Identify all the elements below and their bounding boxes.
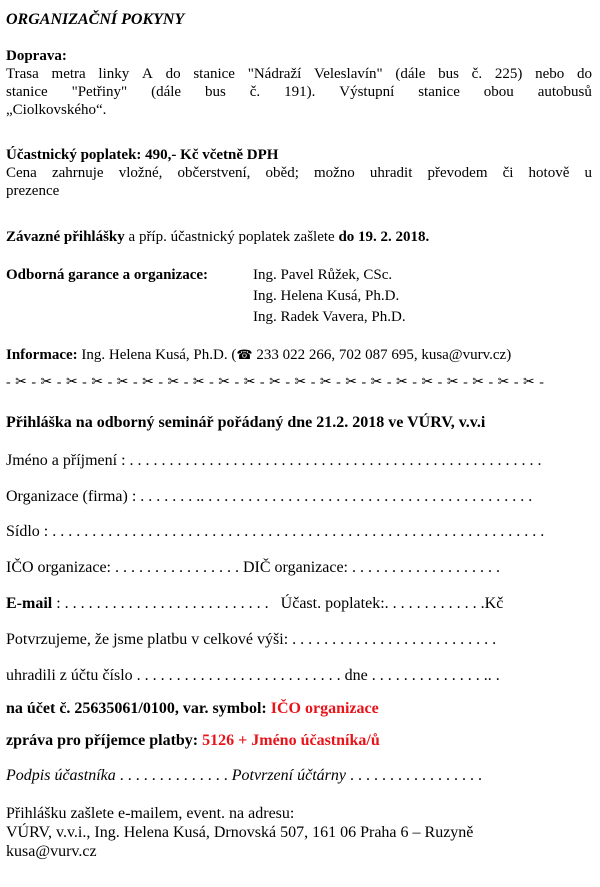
doprava-line-1-word: Veleslavín" <box>314 66 383 82</box>
form-heading: Přihláška na odborný seminář pořádaný dne 21.2. 2018 ve VÚRV, v.v.i <box>6 414 486 431</box>
ico-dic-row <box>6 558 592 578</box>
garance-person-2: Ing. Helena Kusá, Ph.D. <box>253 288 400 304</box>
poplatek-line-1-word: zahrnuje <box>51 165 104 181</box>
telephone-icon: ☎ <box>236 347 253 362</box>
doprava-heading: Doprava: <box>6 48 67 64</box>
doprava-line-3: „Ciolkovského“. <box>6 102 107 118</box>
ico-dots: . . . . . . . . . . . . . . . . <box>111 559 243 576</box>
garance-person-3: Ing. Radek Vavera, Ph.D. <box>253 309 406 325</box>
podpis-label: Podpis účastníka <box>6 767 116 784</box>
ucast-label: Účast. poplatek: <box>280 595 385 612</box>
doprava-line-1 <box>6 65 592 83</box>
poplatek-line-1 <box>6 164 592 182</box>
garance-row-2 <box>6 287 399 305</box>
prihlasky-line <box>6 228 592 246</box>
doprava-line-2 <box>6 83 592 101</box>
doprava-section <box>6 47 592 119</box>
doprava-line-2-word: č. <box>249 84 261 100</box>
doprava-line-1-word: (dále <box>395 66 426 82</box>
email-row <box>6 594 592 614</box>
footer-line-2: VÚRV, v.v.i., Ing. Helena Kusá, Drnovská 507, 161 06 Praha 6 – Ruzyně <box>6 824 474 841</box>
poplatek-line-1-word: vložné, <box>118 165 163 181</box>
footer-line-1: Přihlášku zašlete e-mailem, event. na adresu: <box>6 805 295 822</box>
ucet-text: na účet č. 25635061/0100, var. symbol: <box>6 700 271 717</box>
doprava-line-2-word: autobusů <box>537 84 592 100</box>
informace-contact: 233 022 266, 702 087 695, kusa@vurv.cz) <box>252 347 512 363</box>
poplatek-line-1-word: Cena <box>6 165 37 181</box>
poplatek-line-1-word: možno <box>313 165 355 181</box>
podpis-row <box>6 766 592 786</box>
prihlasky-bold: Závazné přihlášky <box>6 229 125 245</box>
doprava-line-2-word: Výstupní <box>339 84 395 100</box>
doprava-line-1-word: Trasa <box>6 66 39 82</box>
scissors-divider: - ✂ - ✂ - ✂ - ✂ - ✂ - ✂ - ✂ - ✂ - ✂ - ✂ - ✂ - ✂ - ✂ - ✂ - ✂ - ✂ - ✂ - ✂ - ✂ - ✂ - ✂ - <box>6 375 545 390</box>
ico-label: IČO organizace: <box>6 559 111 576</box>
potvrzujeme-field: Potvrzujeme, že jsme platbu v celkové výši: . . . . . . . . . . . . . . . . . . . . . . . . . . <box>6 631 497 648</box>
poplatek-heading: Účastnický poplatek: 490,- Kč včetně DPH <box>6 147 279 163</box>
poplatek-line-1-word: převodem <box>427 165 488 181</box>
poplatek-line-1-word: uhradit <box>369 165 413 181</box>
poplatek-section <box>6 146 592 200</box>
doprava-line-1-word: nebo <box>535 66 565 82</box>
doprava-line-1-word: do <box>576 66 592 82</box>
poplatek-line-1-word: občerstvení, <box>177 165 251 181</box>
sidlo-field: Sídlo : . . . . . . . . . . . . . . . . . . . . . . . . . . . . . . . . . . . . . . . . . . . . . . . . . . . . . . . . . . . . . . <box>6 523 545 540</box>
garance-label: Odborná garance a organizace: <box>6 267 209 283</box>
uhradili-field: uhradili z účtu číslo . . . . . . . . . . . . . . . . . . . . . . . . . . dne . . . . . . . . . . . . . . .. . <box>6 667 500 684</box>
ucast-unit: Kč <box>484 595 504 612</box>
organizace-field: Organizace (firma) : . . . . . . . .. . . . . . . . . . . . . . . . . . . . . . . . . . . . . . . . . . . . . . . . . . <box>6 488 533 505</box>
poplatek-line-1-word: hotově <box>528 165 570 181</box>
ucet-row <box>6 699 592 719</box>
potvrzeni-label: Potvrzení účtárny <box>231 767 346 784</box>
doprava-line-2-word: obou <box>483 84 514 100</box>
garance-row-3 <box>6 308 406 326</box>
poplatek-line-1-word: či <box>502 165 514 181</box>
doprava-line-1-word: stanice <box>193 66 235 82</box>
jmeno-field: Jméno a příjmení : . . . . . . . . . . . . . . . . . . . . . . . . . . . . . . . . . . . . . . . . . . . . . . . . . . . . <box>6 452 542 469</box>
doprava-line-1-word: "Nádraží <box>247 66 302 82</box>
doprava-line-2-word: 191). <box>284 84 316 100</box>
email-label: E-mail <box>6 595 53 612</box>
doprava-line-1-word: č. <box>471 66 483 82</box>
doprava-line-1-word: A <box>142 66 153 82</box>
informace-line <box>6 346 592 364</box>
prihlasky-deadline: do 19. 2. 2018. <box>338 229 430 245</box>
podpis-dots: . . . . . . . . . . . . . . <box>115 767 232 784</box>
zprava-value: 5126 + Jméno účastníka/ů <box>202 732 380 749</box>
doprava-line-1-word: do <box>165 66 181 82</box>
informace-text: Ing. Helena Kusá, Ph.D. ( <box>77 347 237 363</box>
doprava-line-1-word: 225) <box>494 66 523 82</box>
doprava-line-2-word: "Petřiny" <box>71 84 128 100</box>
prihlasky-text: a příp. účastnický poplatek zašlete <box>124 229 339 245</box>
doprava-line-2-word: stanice <box>418 84 460 100</box>
informace-label: Informace: <box>6 347 78 363</box>
page-title: ORGANIZAČNÍ POKYNY <box>6 11 185 28</box>
dic-dots: . . . . . . . . . . . . . . . . . . . <box>348 559 500 576</box>
doprava-line-2-word: (dále <box>151 84 182 100</box>
poplatek-line-1-word: oběd; <box>265 165 299 181</box>
poplatek-line-2: prezence <box>6 183 60 199</box>
zprava-text: zpráva pro příjemce platby: <box>6 732 203 749</box>
email-dots: : . . . . . . . . . . . . . . . . . . . . . . . . . . <box>52 595 281 612</box>
garance-person-1: Ing. Pavel Růžek, CSc. <box>253 267 393 283</box>
doprava-line-2-word: bus <box>204 84 226 100</box>
dic-label: DIČ organizace: <box>243 559 348 576</box>
doprava-line-2-word: stanice <box>6 84 48 100</box>
garance-row-1 <box>6 266 392 284</box>
ucast-dots: . . . . . . . . . . . . . <box>384 595 485 612</box>
poplatek-line-1-word: u <box>584 165 592 181</box>
doprava-line-1-word: linky <box>98 66 130 82</box>
zprava-row <box>6 731 592 751</box>
doprava-line-1-word: bus <box>438 66 459 82</box>
potvrzeni-dots: . . . . . . . . . . . . . . . . . <box>345 767 482 784</box>
footer-email: kusa@vurv.cz <box>6 843 97 860</box>
ucet-symbol: IČO organizace <box>270 700 379 717</box>
doprava-line-1-word: metra <box>51 66 86 82</box>
